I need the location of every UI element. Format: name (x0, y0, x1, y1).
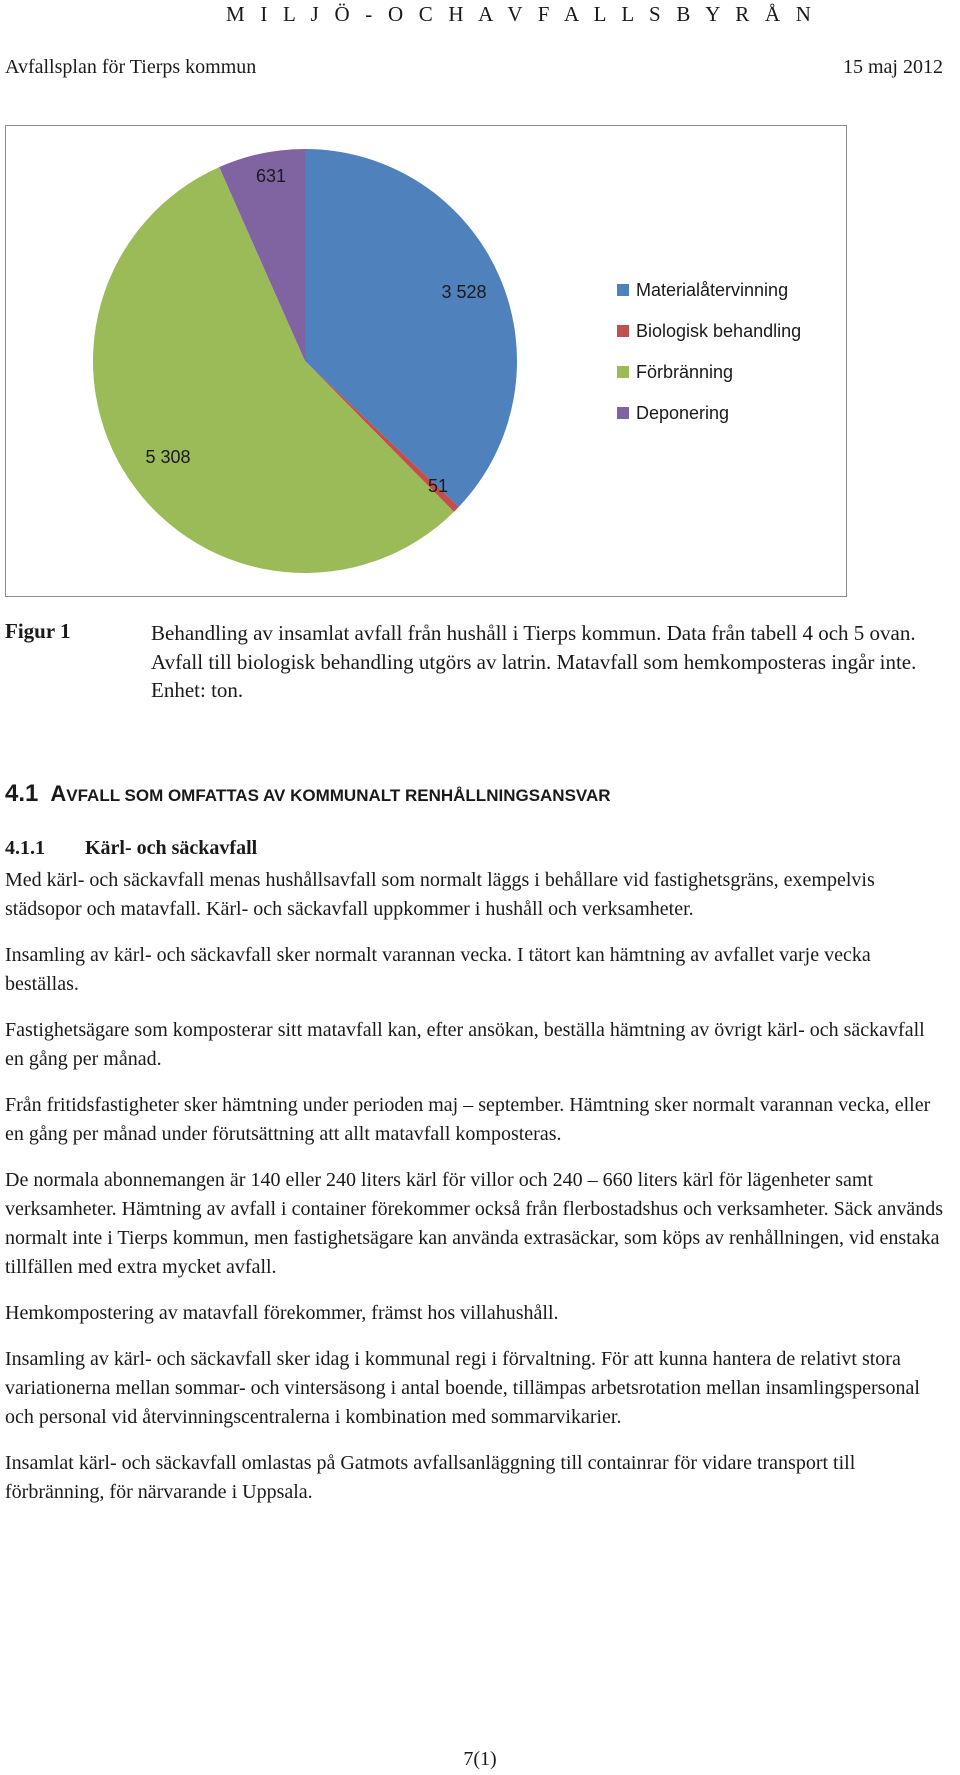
paragraph: Fastighetsägare som komposterar sitt matavfall kan, efter ansökan, beställa hämtning av övrigt kärl- och säckavfall en gång per månad. (5, 1019, 925, 1070)
paragraph: Insamling av kärl- och säckavfall sker normalt varannan vecka. I tätort kan hämtning av avfallet varje vecka beställas. (5, 944, 871, 995)
legend-label-deponering: Deponering (636, 403, 730, 423)
legend-label-biologisk-behandling: Biologisk behandling (636, 321, 802, 341)
subsection-number: 4.1.1 (5, 837, 45, 859)
data-label-forbranning: 5 308 (145, 447, 191, 467)
section-title-rest: VFALL SOM OMFATTAS AV KOMMUNALT RENHÅLLNINGSANSVAR (66, 786, 611, 805)
subsection-title: Kärl- och säckavfall (85, 837, 258, 859)
data-label-biologisk-behandling: 51 (427, 476, 449, 496)
subsection-heading (5, 837, 257, 860)
pie-chart (5, 125, 847, 597)
legend-swatch-deponering (617, 407, 629, 419)
paragraph: Hemkompostering av matavfall förekommer, främst hos villahushåll. (5, 1302, 559, 1324)
legend-label-forbranning: Förbränning (636, 362, 734, 382)
legend-label-materialatervinning: Materialåtervinning (636, 280, 789, 300)
body-text (5, 866, 947, 1524)
page-number: 7(1) (463, 1748, 497, 1770)
data-label-materialatervinning: 3 528 (441, 282, 487, 302)
legend-swatch-biologisk-behandling (617, 325, 629, 337)
data-label-deponering: 631 (255, 166, 287, 186)
section-title-initial: A (50, 781, 67, 806)
paragraph: Insamling av kärl- och säckavfall sker idag i kommunal regi i förvaltning. För att kunna hantera de relativt stora variationerna mellan sommar- och vintersäsong i antal boende, tillämpas arbetsrotation mellan insamlingspersonal och personal vid återvinningscentralerna i kombination med sommarvikarier. (5, 1348, 920, 1428)
figure-label: Figur 1 (5, 619, 71, 643)
paragraph: Med kärl- och säckavfall menas hushållsavfall som normalt läggs i behållare vid fastighetsgräns, exempelvis städsopor och matavfall. Kärl- och säckavfall uppkommer i hushåll och verksamheter. (5, 869, 875, 920)
organization-name: M I L J Ö - O C H A V F A L L S B Y R Å N (226, 2, 817, 26)
legend-swatch-forbranning (617, 366, 629, 378)
pie-chart-svg (6, 126, 848, 598)
paragraph: Från fritidsfastigheter sker hämtning under perioden maj – september. Hämtning sker normalt varannan vecka, eller en gång per månad under förutsättning att allt matavfall komposteras. (5, 1094, 931, 1145)
paragraph: De normala abonnemangen är 140 eller 240 liters kärl för villor och 240 – 660 liters kärl för lägenheter samt verksamheter. Hämtning av avfall i container förekommer också från flerbostadshus och verksamheter. Säck används normalt inte i Tierps kommun, men fastighetsägare kan använda extrasäckar, som köps av renhållningen, vid enstaka tillfällen med extra mycket avfall. (5, 1169, 944, 1278)
section-heading (5, 780, 611, 808)
paragraph: Insamlat kärl- och säckavfall omlastas på Gatmots avfallsanläggning till containrar för vidare transport till förbränning, för närvarande i Uppsala. (5, 1452, 856, 1503)
legend-swatch-materialatervinning (617, 284, 629, 296)
figure-caption: Behandling av insamlat avfall från hushåll i Tierps kommun. Data från tabell 4 och 5 ovan. Avfall till biologisk behandling utgörs av latrin. Matavfall som hemkomposteras ingår inte. Enhet: ton. (151, 621, 917, 702)
document-title: Avfallsplan för Tierps kommun (5, 56, 257, 78)
document-date: 15 maj 2012 (843, 56, 943, 78)
section-number: 4.1 (5, 780, 39, 807)
